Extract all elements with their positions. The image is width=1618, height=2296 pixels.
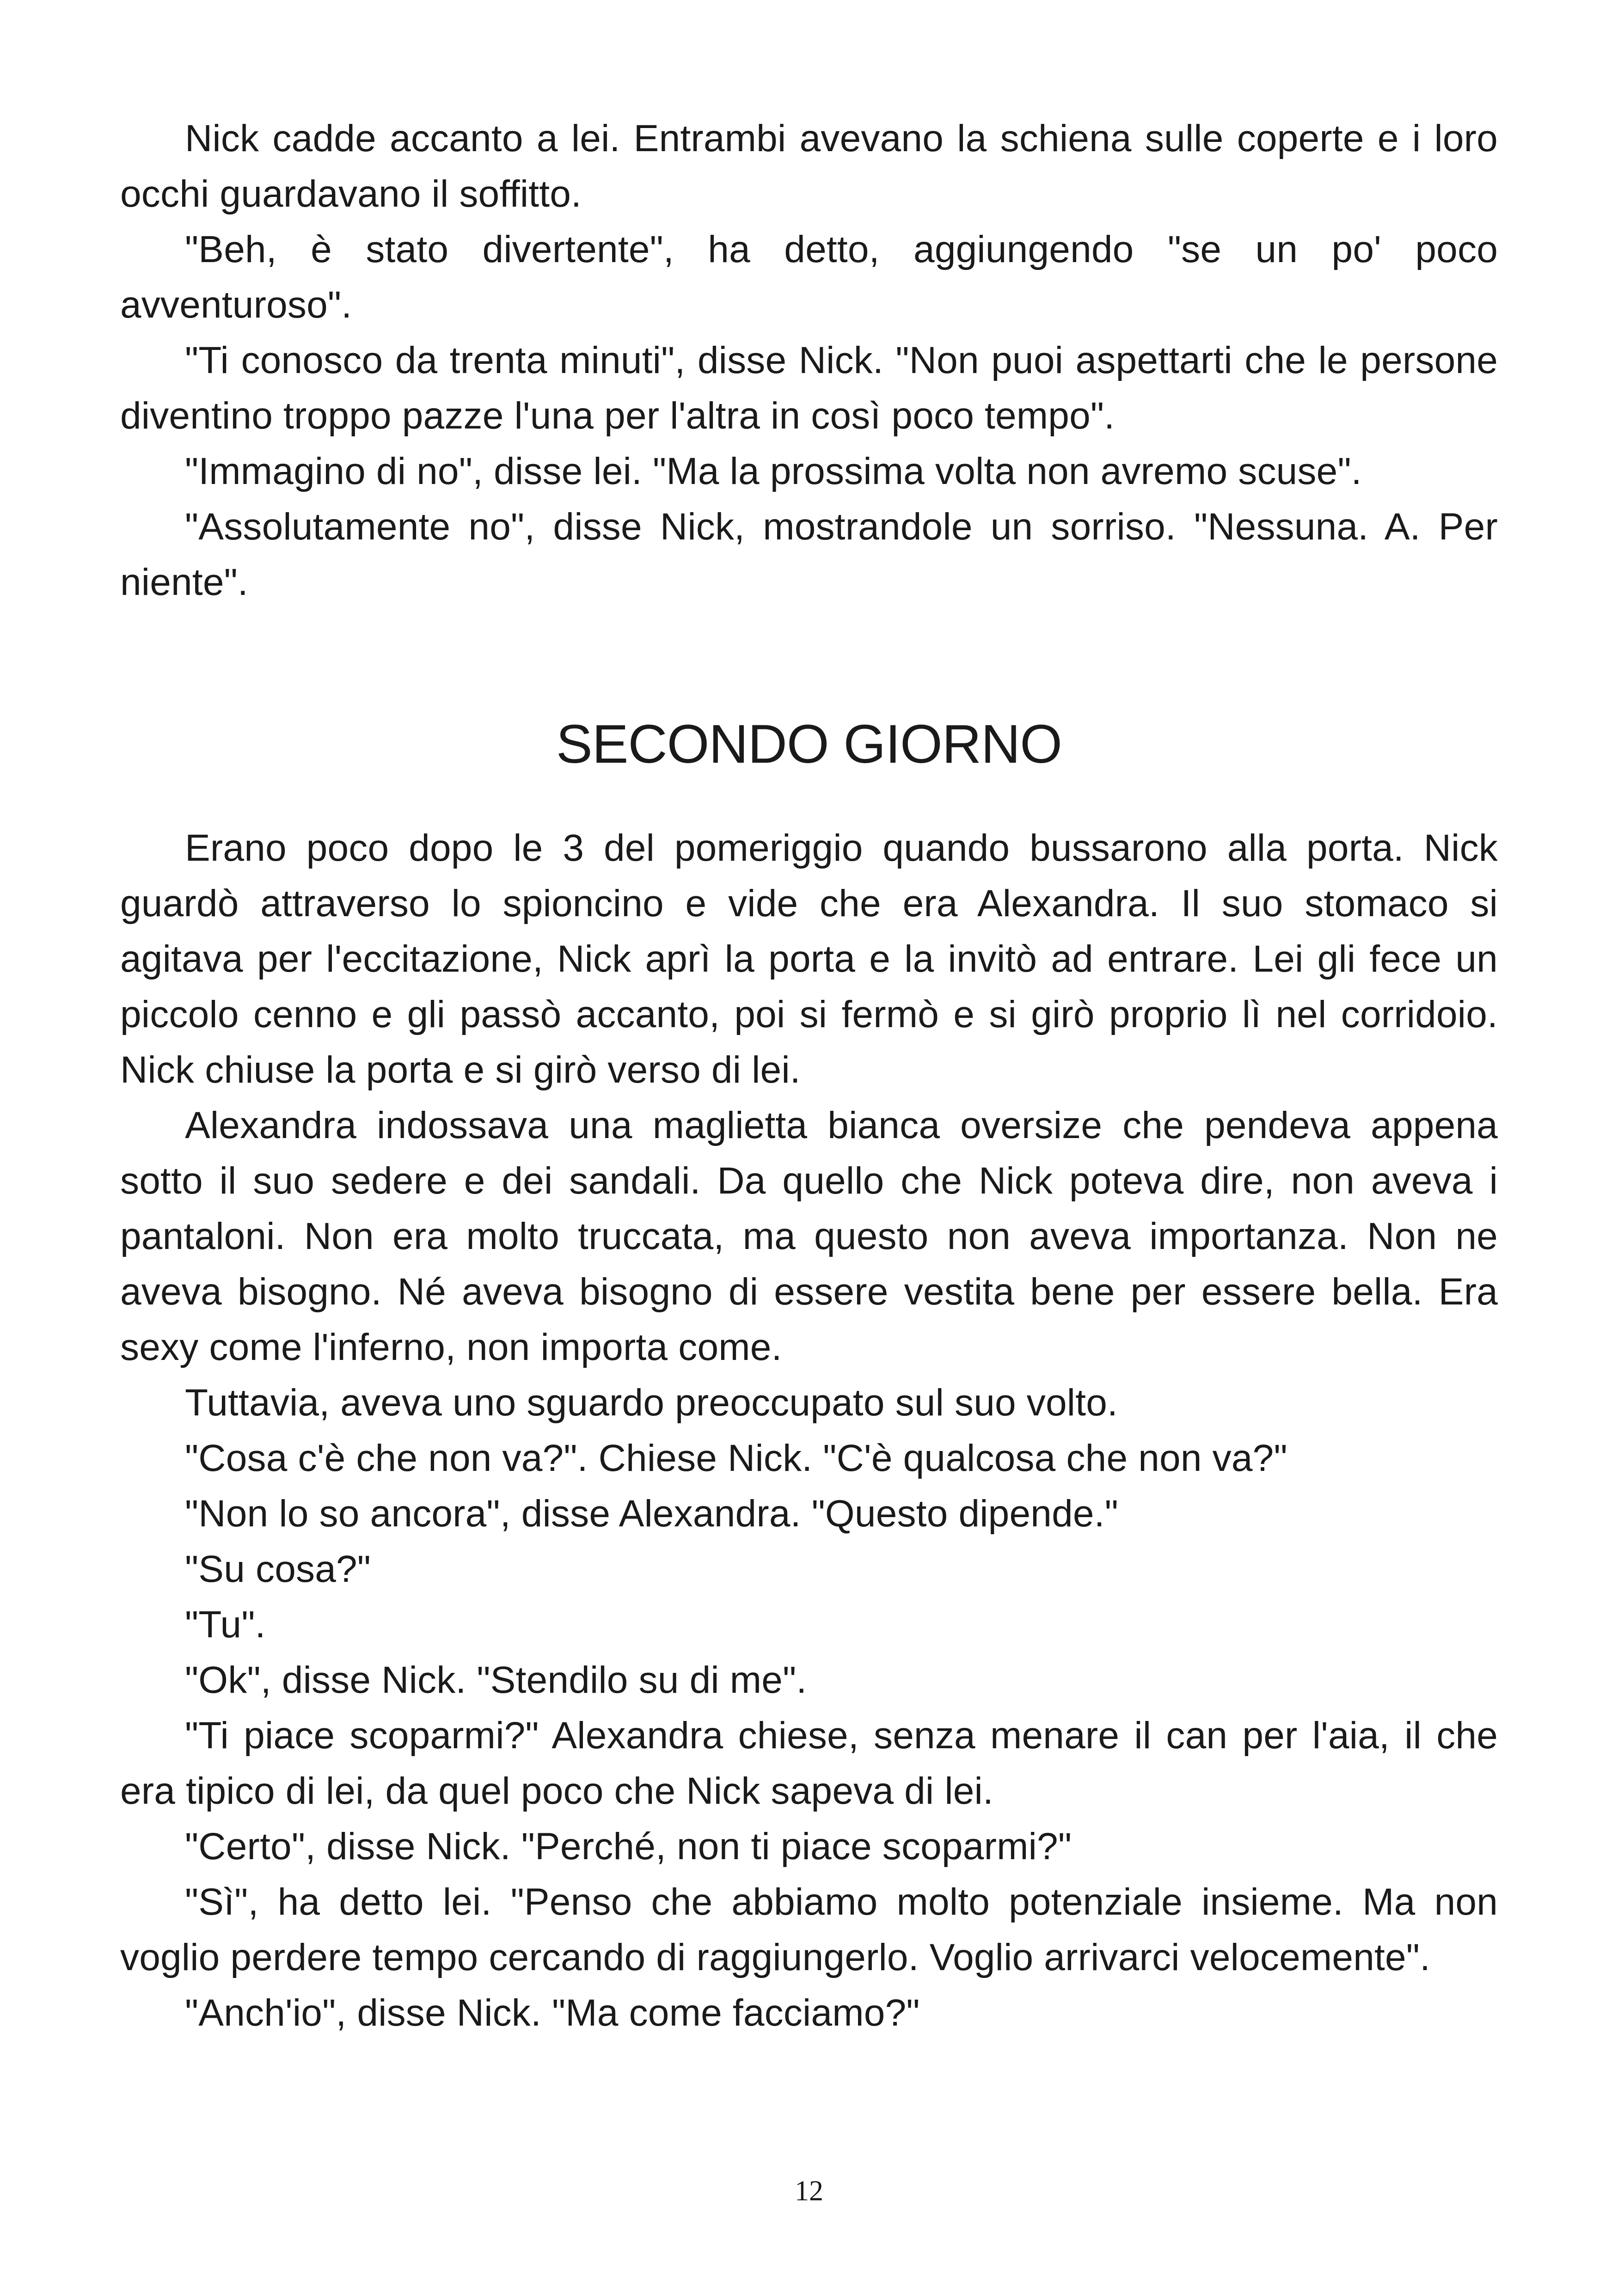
- text-block-after-chapter: [120, 820, 1498, 2041]
- paragraph: "Su cosa?": [185, 1548, 371, 1590]
- paragraph: "Immagino di no", disse lei. "Ma la prossima volta non avremo scuse".: [185, 450, 1362, 492]
- paragraph: Erano poco dopo le 3 del pomeriggio quando bussarono alla porta. Nick guardò attraverso lo spioncino e vide che era Alexandra. Il suo stomaco si agitava per l'eccitazione, Nick aprì la porta e la invitò ad entrare. Lei gli fece un piccolo cenno e gli passò accanto, poi si fermò e si girò proprio lì nel corridoio. Nick chiuse la porta e si girò verso di lei.: [120, 827, 1498, 1091]
- paragraph: "Certo", disse Nick. "Perché, non ti piace scoparmi?": [185, 1825, 1072, 1867]
- paragraph: "Cosa c'è che non va?". Chiese Nick. "C'è qualcosa che non va?": [185, 1437, 1287, 1479]
- chapter-title: SECONDO GIORNO: [556, 714, 1062, 775]
- paragraph: "Non lo so ancora", disse Alexandra. "Questo dipende.": [185, 1493, 1118, 1535]
- paragraph: "Ok", disse Nick. "Stendilo su di me".: [185, 1659, 807, 1701]
- page-number: 12: [795, 2175, 823, 2207]
- paragraph: "Sì", ha detto lei. "Penso che abbiamo molto potenziale insieme. Ma non voglio perdere tempo cercando di raggiungerlo. Voglio arrivarci velocemente".: [120, 1881, 1498, 1978]
- paragraph: Tuttavia, aveva uno sguardo preoccupato sul suo volto.: [185, 1382, 1118, 1424]
- paragraph: "Ti piace scoparmi?" Alexandra chiese, senza menare il can per l'aia, il che era tipico di lei, da quel poco che Nick sapeva di lei.: [120, 1714, 1498, 1812]
- paragraph: "Anch'io", disse Nick. "Ma come facciamo?": [185, 1992, 920, 2034]
- paragraph: "Assolutamente no", disse Nick, mostrandole un sorriso. "Nessuna. A. Per niente".: [120, 506, 1498, 603]
- paragraph: "Ti conosco da trenta minuti", disse Nick. "Non puoi aspettarti che le persone diventino troppo pazze l'una per l'altra in così poco tempo".: [120, 339, 1498, 437]
- text-block-before-chapter: [120, 111, 1498, 610]
- paragraph: "Tu".: [185, 1604, 266, 1646]
- paragraph: Nick cadde accanto a lei. Entrambi avevano la schiena sulle coperte e i loro occhi guardavano il soffitto.: [120, 117, 1498, 215]
- paragraph: "Beh, è stato divertente", ha detto, aggiungendo "se un po' poco avventuroso".: [120, 228, 1498, 326]
- paragraph: Alexandra indossava una maglietta bianca oversize che pendeva appena sotto il suo sedere e dei sandali. Da quello che Nick poteva dire, non aveva i pantaloni. Non era molto truccata, ma questo non aveva importanza. Non ne aveva bisogno. Né aveva bisogno di essere vestita bene per essere bella. Era sexy come l'inferno, non importa come.: [120, 1104, 1498, 1368]
